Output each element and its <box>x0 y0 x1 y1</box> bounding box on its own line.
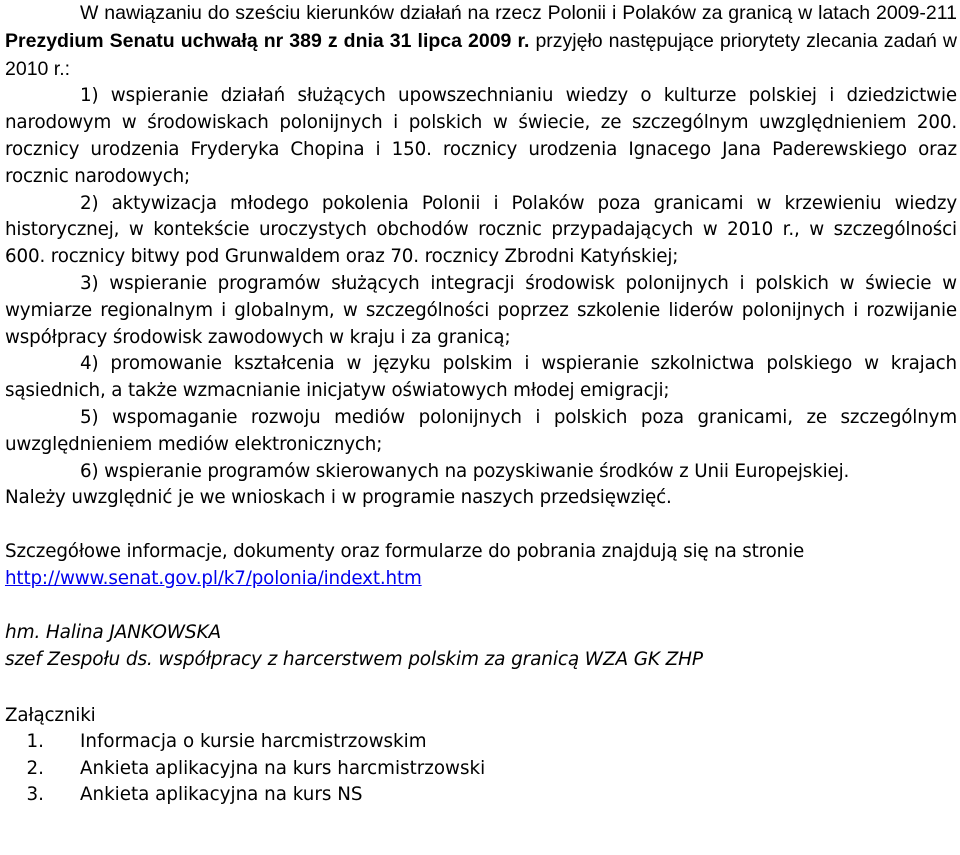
priority-item: 5) wspomaganie rozwoju mediów polonijnych i polskich poza granicami, ze szczególnym uwzględnieniem mediów elektronicznych; <box>5 406 957 455</box>
priority-item: 3) wspieranie programów służących integracji środowisk polonijnych i polskich w świecie w wymiarze regionalnym i globalnym, w szczególności poprzez szkolenie liderów polonijnych i rozwijanie współpracy środowisk zawodowych w kraju i za granicą; <box>5 272 957 348</box>
intro-text-end: przyjęło następujące priorytety zlecania zadań w 2010 r.: <box>5 29 957 80</box>
intro-text-start: W nawiązaniu do sześciu kierunków działań na rzecz Polonii i Polaków za granicą w latach 2009-211 <box>80 2 957 24</box>
attachments-list <box>5 729 957 809</box>
attachment-number: 2. <box>26 757 44 779</box>
priority-item: 6) wspieranie programów skierowanych na pozyskiwanie środków z Unii Europejskiej. <box>80 460 850 482</box>
spacer <box>5 593 957 620</box>
attachment-item <box>5 782 957 809</box>
spacer <box>5 673 957 700</box>
document-page <box>5 0 957 809</box>
signature-name: hm. Halina JANKOWSKA <box>5 622 221 644</box>
info-text: Szczegółowe informacje, dokumenty oraz formularze do pobrania znajdują się na stronie <box>5 540 805 562</box>
attachment-label: Ankieta aplikacyjna na kurs NS <box>80 784 363 806</box>
intro-paragraph <box>5 0 957 83</box>
signature-role: szef Zespołu ds. współpracy z harcerstwem polskim za granicą WZA GK ZHP <box>5 649 703 671</box>
priority-item: 2) aktywizacja młodego pokolenia Polonii i Polaków poza granicami w krzewieniu wiedzy historycznej, w kontekście uroczystych obchodów rocznic przypadających w 2010 r., w szczególności 600. rocznicy bitwy pod Grunwaldem oraz 70. rocznicy Zbrodni Katyńskiej; <box>5 192 957 268</box>
priority-item: 1) wspieranie działań służących upowszechnianiu wiedzy o kulturze polskiej i dziedzictwie narodowym w środowiskach polonijnych i polskich w świecie, ze szczególnym uwzględnieniem 200. rocznicy urodzenia Fryderyka Chopina i 150. rocznicy urodzenia Ignacego Jana Paderewskiego oraz rocznic narodowych; <box>5 85 957 187</box>
attachments-title: Załączniki <box>5 705 96 727</box>
attachment-item <box>5 756 957 783</box>
attachment-number: 3. <box>26 784 44 806</box>
priority-item: 4) promowanie kształcenia w języku polskim i wspieranie szkolnictwa polskiego w krajach sąsiednich, a także wzmacnianie inicjatyw oświatowych młodej emigracji; <box>5 353 957 402</box>
attachment-item <box>5 729 957 756</box>
intro-resolution: Prezydium Senatu uchwałą nr 389 z dnia 31 lipca 2009 r. <box>5 29 530 52</box>
attachment-label: Ankieta aplikacyjna na kurs harcmistrzowski <box>80 757 486 779</box>
attachment-label: Informacja o kursie harcmistrzowskim <box>80 731 427 753</box>
info-link-line <box>5 566 957 593</box>
attachment-number: 1. <box>26 731 44 753</box>
spacer <box>5 512 957 539</box>
note-text: Należy uwzględnić je we wnioskach i w programie naszych przedsięwzięć. <box>5 487 672 509</box>
info-link[interactable]: http://www.senat.gov.pl/k7/polonia/indext.htm <box>5 567 422 589</box>
